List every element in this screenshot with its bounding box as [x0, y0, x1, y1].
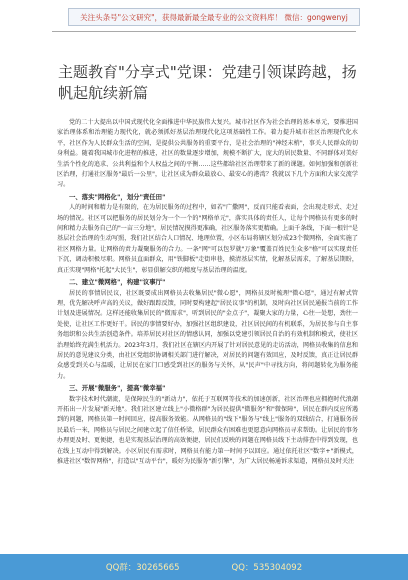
bottom-banner — [0, 554, 408, 580]
intro-paragraph: 党的二十大提出以中国式现代化全面推进中华民族伟大复兴。城市社区作为社会治理的基本单元，要推进国家治理体系和治理能力现代化，就必须抓好基层治理现代化这项基础性工作。着力提升城市社区治理现代化水平，社区作为人民群众生活的空间，是提供公共服务的重要平台，是社会治理的"神经末梢"，事关人民群众的切身利益。随着我国城市化进程的推进，社区的数量逐步增加，规模不断扩大，庞大的居民数量、不同群体对美好生活个性化的追求、公共利益和个人权益之间的平衡……这些都给社区治理带来了新的课题。如何加强和创新社区治理，打通社区服务"最后一公里"，让社区成为群众最放心、最安心的港湾？我就以下几个方面和大家交流学习。 — [57, 119, 358, 189]
qq-group-text: QQ群：30265665 — [105, 563, 180, 573]
top-banner — [68, 8, 360, 26]
section-3-heading: 三、开展"微服务"，提高"微幸福" — [69, 384, 166, 393]
section-2-heading: 二、建立"微网格"，构建"议事厅" — [69, 278, 166, 287]
section-1-paragraph: 人的时间和精力是有限的，在为居民服务的过程中，如若"广撒网"，反而只能看表面，会出现走形式、走过场的情况。社区可以把服务的居民划分为一个一个的"网格单元"，落实具体的责任人，让每个网格员有更多的时间和精力去服务自己的"一亩三分地"，居民情况摸得更准确，社区服务落实更精确。上面千条线，下面一根针"是基层社会治理的生动写照，我们社区结合人口情况、地理位置，小区布局将辖区划分成23个微网格，全面实施了社区网格力量。让网格的责力凝聚服务的合力。一条"网"可以包罗就"万象"覆盖百姓民生众多"格"可以实现责任下沉，调动积极尽职。网格员直面群众，用"铁脚板"走街串巷，摸清基层实情，化解基层需求，了解基层期盼，真正实现"网格"托起"大民生"，彰显俱解交织的精度与基层治理的温度。 — [57, 204, 358, 274]
section-1-heading: 一、落实"网格化"，划分"责任田" — [69, 192, 166, 201]
qq-contact-text: QQ：535304092 — [231, 563, 303, 573]
document-body — [57, 118, 358, 467]
header-divider — [52, 31, 356, 32]
page-title: 主题教育"分享式"党课：党建引领谋跨越，扬帆起航续新篇 — [58, 63, 357, 102]
section-2-paragraph: 居民的事情居民议，社区既要成出网格员去收集居民"微心愿"，网格员及时梳理"微心愿"，通过有解式管理，优先解决呼声高的关议，做好跟踪反馈，同时要构建起"居民议事"的机制，及时向社区居民通报当前的工作计划及进展情况。这样还能收集居民的"微需求"，听到居民的"金点子"，凝聚大家的力量，心往一处想，劲往一处使，让社区工作更好干。居民的事情要好办，加强社区组织建设，社区居民间的有机联系，为居民参与自主事务组织和公共生活创造条件。培养居民对社区的情感认同，加强以党建引领居民自治的有效机制和模式，使社区治理始终充满生机活力。2023年3月，我们社区在辖区内开展了针对居民意见的走访活动，网格员收集的信息和居民的意见建议分类，由社区党组织协调相关部门进行解决，对居民的问题有效回应，及时反馈，真正让居民群众感受到关心与温暖，让居民在家门口感受到社区的服务与关怀，从"民声"中寻找方向，将问题转化为服务能力。 — [57, 289, 358, 380]
section-3-paragraph: 数字技术时代潮流，是保障民生的"新动力"，依托于互联网等技术的加速创新，社区治理也应拥抱时代浪潮开拓出一片发展"新天地"。我们社区建立线上"小微格群"为居民提供"微服务"和"微保障"，居民在群内反应所遇到的问题，网格员第一时间回应，提高服务效能。从网格员的"线下"服务与"线上"服务的双线结合，打通服务居民最后一米，网格员与居民之间建立起了信任桥梁，居民群众有困难也更愿意向网格员寻求帮助。让居民的事务办理更及时、更便捷，也是实现基层治理的高效便捷，居民们反映的问题在网格员线下主动排查中得到发现，也在线上互动中得到解决。小区居民有需求时，网格员有能力第一时间予以回应。通过依托社区"数字+"新模式，推进社区"数智网格"，打造以"互动平台"，暖好为民服务"新引擎"，为广大居民畅通诉求渠道，网格员及时关注 — [57, 395, 358, 465]
top-banner-text: 关注头条号"公文研究"，获得最新最全最专业的公文资料库！ 微信：gongwenyj — [80, 12, 348, 22]
